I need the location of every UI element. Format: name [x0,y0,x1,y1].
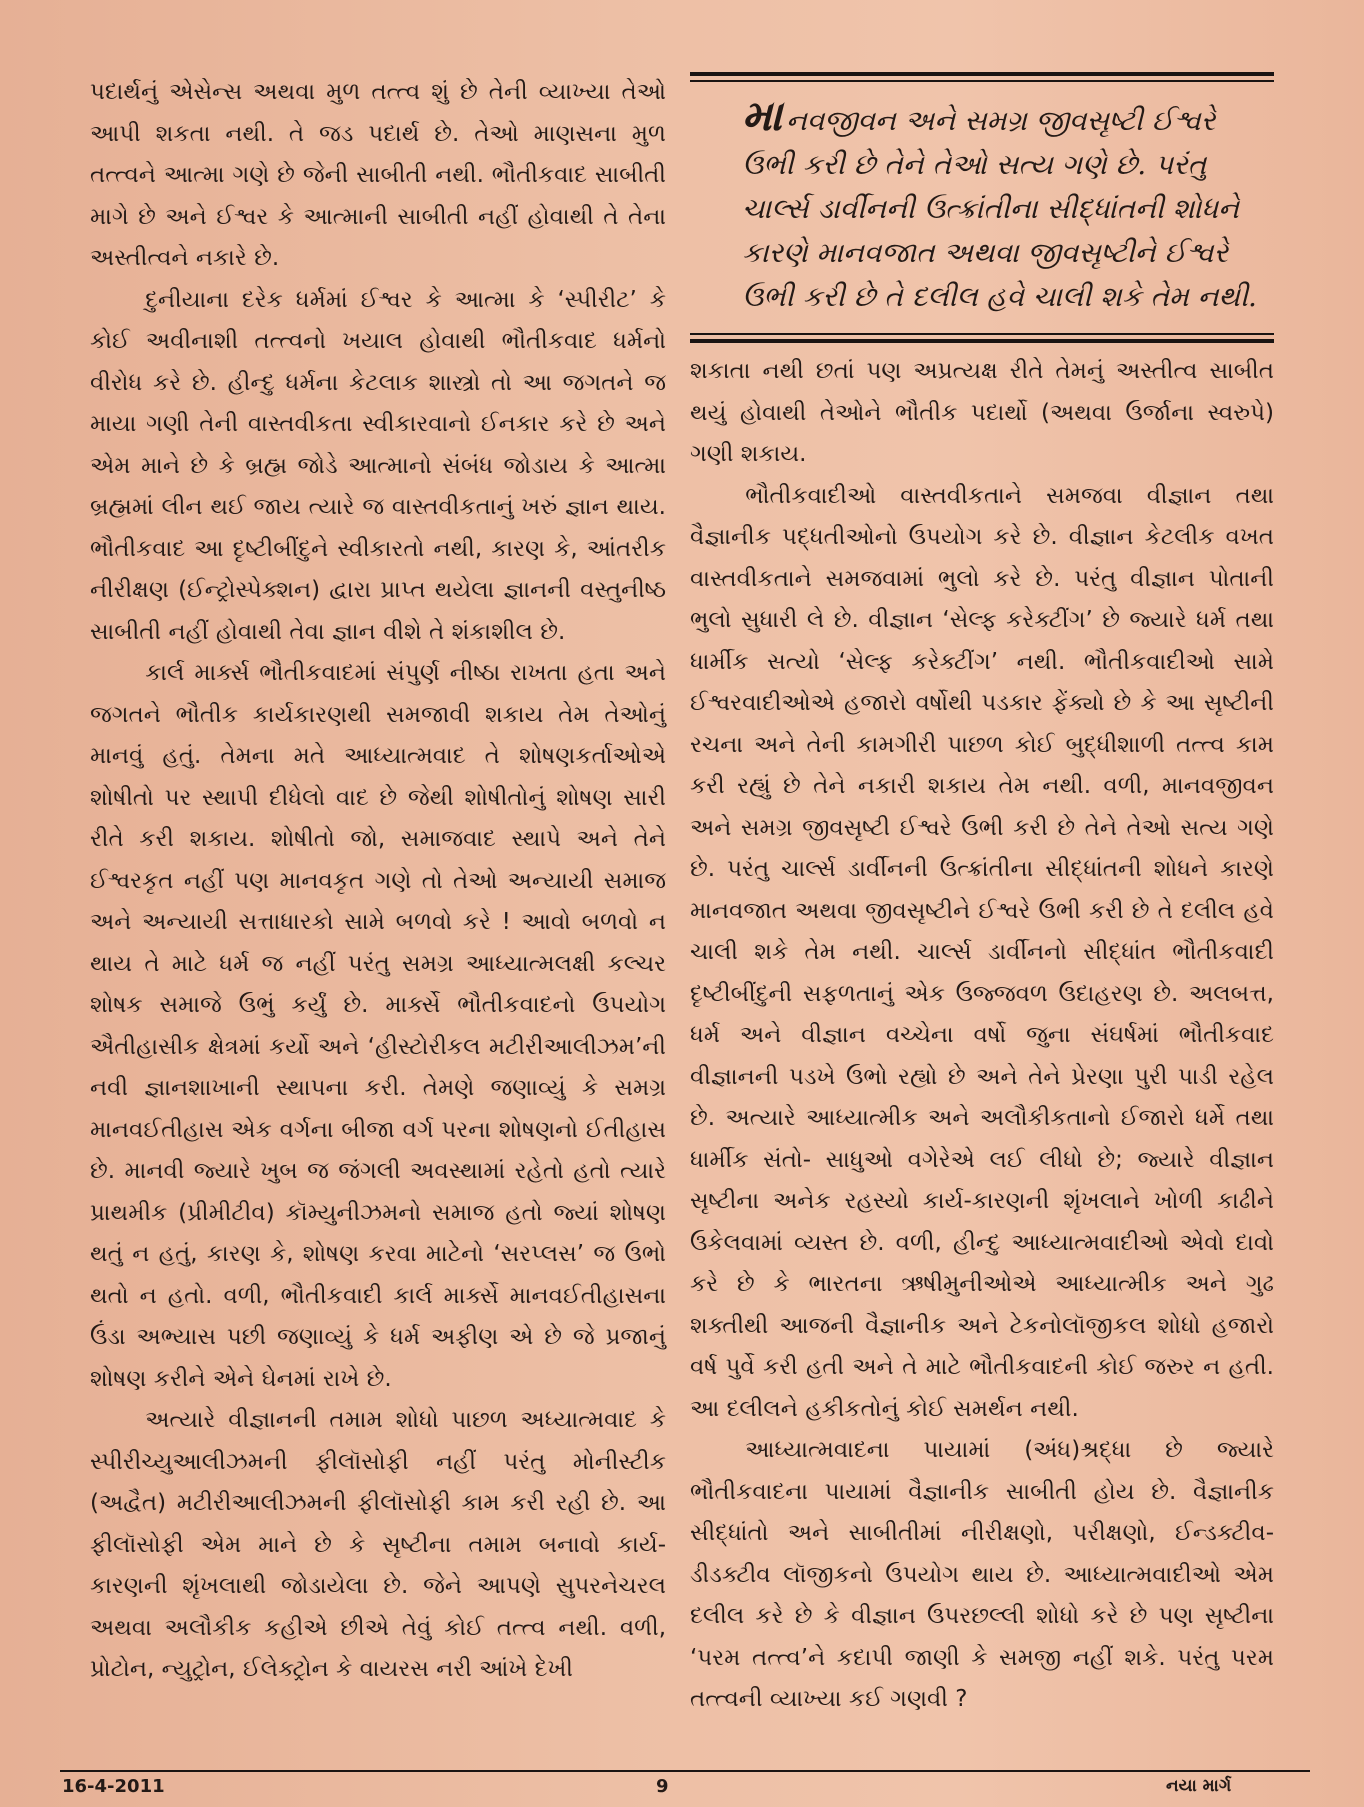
pull-quote-text: નવજીવન અને સમગ્ર જીવસૃષ્ટી ઈશ્વરે ઉભી કરી છે તેને તેઓ સત્ય ગણે છે. પરંતુ ચાર્લ્સ ડાર્વીનની ઉત્ક્રાંતીના સીદ્ધાંતની શોધને કારણે માનવજાત અથવા જીવસૃષ્ટીને ઈશ્વરે ઉભી કરી છે તે દલીલ હવે ચાલી શકે તેમ નથી. [742,104,1257,313]
pull-quote [690,72,1274,343]
right-column [690,72,1274,1721]
pull-quote-drop-letter: મા [742,91,782,140]
page-number: 9 [656,1776,669,1797]
footer-rule [60,1770,1310,1772]
right-paragraph-2: ભૌતીકવાદીઓ વાસ્તવીકતાને સમજવા વીજ્ઞાન તથા વૈજ્ઞાનીક પદ્ધતીઓનો ઉપયોગ કરે છે. વીજ્ઞાન કેટલીક વખત વાસ્તવીકતાને સમજવામાં ભુલો કરે છે. પરંતુ વીજ્ઞાન પોતાની ભુલો સુધારી લે છે. વીજ્ઞાન ‘સેલ્ફ કરેક્ટીંગ’ છે જ્યારે ધર્મ તથા ધાર્મીક સત્યો ‘સેલ્ફ કરેક્ટીંગ’ નથી. ભૌતીકવાદીઓ સામે ઈશ્વરવાદીઓએ હજારો વર્ષોથી પડકાર ફેંક્યો છે કે આ સૃષ્ટીની રચના અને તેની કામગીરી પાછળ કોઈ બુદ્ધીશાળી તત્ત્વ કામ કરી રહ્યું છે તેને નકારી શકાય તેમ નથી. વળી, માનવજીવન અને સમગ્ર જીવસૃષ્ટી ઈશ્વરે ઉભી કરી છે તેને તેઓ સત્ય ગણે છે. પરંતુ ચાર્લ્સ ડાર્વીનની ઉત્ક્રાંતીના સીદ્ધાંતની શોધને કારણે માનવજાત અથવા જીવસૃષ્ટીને ઈશ્વરે ઉભી કરી છે તે દલીલ હવે ચાલી શકે તેમ નથી. ચાર્લ્સ ડાર્વીનનો સીદ્ધાંત ભૌતીકવાદી દૃષ્ટીબીંદુની સફળતાનું એક ઉજ્જવળ ઉદાહરણ છે. અલબત્ત, ધર્મ અને વીજ્ઞાન વચ્ચેના વર્ષો જુના સંઘર્ષમાં ભૌતીકવાદ વીજ્ઞાનની પડખે ઉભો રહ્યો છે અને તેને પ્રેરણા પુરી પાડી રહેલ છે. અત્યારે આધ્યાત્મીક અને અલૌકીકતાનો ઈજારો ધર્મે તથા ધાર્મીક સંતો- સાધુઓ વગેરેએ લઈ લીધો છે; જ્યારે વીજ્ઞાન સૃષ્ટીના અનેક રહસ્યો કાર્ય-કારણની શૃંખલાને ખોળી કાઢીને ઉકેલવામાં વ્યસ્ત છે. વળી, હીન્દુ આધ્યાત્મવાદીઓ એવો દાવો કરે છે કે ભારતના ઋષીમુનીઓએ આધ્યાત્મીક અને ગુઢ શક્તીથી આજની વૈજ્ઞાનીક અને ટેકનોલૉજીકલ શોધો હજારો વર્ષ પુર્વે કરી હતી અને તે માટે ભૌતીકવાદની કોઈ જરુર ન હતી. આ દલીલને હકીકતોનું કોઈ સમર્થન નથી. [690,482,1274,1422]
left-paragraph-2: દુનીયાના દરેક ધર્મમાં ઈશ્વર કે આત્મા કે ‘સ્પીરીટ’ કે કોઈ અવીનાશી તત્ત્વનો ખયાલ હોવાથી ભૌતીકવાદ ધર્મનો વીરોધ કરે છે. હીન્દુ ધર્મના કેટલાક શાસ્ત્રો તો આ જગતને જ માયા ગણી તેની વાસ્તવીકતા સ્વીકારવાનો ઈનકાર કરે છે અને એમ માને છે કે બ્રહ્મ જોડે આત્માનો સંબંધ જોડાય કે આત્મા બ્રહ્મમાં લીન થઈ જાય ત્યારે જ વાસ્તવીકતાનું ખરું જ્ઞાન થાય. ભૌતીકવાદ આ દૃષ્ટીબીંદુને સ્વીકારતો નથી, કારણ કે, આંતરીક નીરીક્ષણ (ઈન્ટ્રોસ્પેક્શન) દ્વારા પ્રાપ્ત થયેલા જ્ઞાનની વસ્તુનીષ્ઠ સાબીતી નહીં હોવાથી તેવા જ્ઞાન વીશે તે શંકાશીલ છે. [90,286,666,645]
pull-quote-bottom-rule-thin [690,333,1274,335]
left-paragraph-4: અત્યારે વીજ્ઞાનની તમામ શોધો પાછળ અધ્યાત્મવાદ કે સ્પીરીચ્યુઆલીઝમની ફીલૉસોફી નહીં પરંતુ મોનીસ્ટીક (અદ્વૈત) મટીરીઆલીઝમની ફીલૉસોફી કામ કરી રહી છે. આ ફીલૉસોફી એમ માને છે કે સૃષ્ટીના તમામ બનાવો કાર્ય-કારણની શૃંખલાથી જોડાયેલા છે. જેને આપણે સુપરનેચરલ અથવા અલૌકીક કહીએ છીએ તેવું કોઈ તત્ત્વ નથી. વળી, પ્રોટોન, ન્યુટ્રોન, ઈલેક્ટ્રોન કે વાયરસ નરી આંખે દેખી [90,1407,666,1682]
pull-quote-top-rule [690,72,1274,76]
footer-date: 16-4-2011 [62,1776,165,1797]
pull-quote-bottom-rule [690,339,1274,343]
left-paragraph-3: કાર્લ માર્ક્સ ભૌતીકવાદમાં સંપુર્ણ નીષ્ઠા રાખતા હતા અને જગતને ભૌતીક કાર્યકારણથી સમજાવી શકાય તેમ તેઓનું માનવું હતું. તેમના મતે આધ્યાત્મવાદ તે શોષણકર્તાઓએ શોષીતો પર સ્થાપી દીધેલો વાદ છે જેથી શોષીતોનું શોષણ સારી રીતે કરી શકાય. શોષીતો જો, સમાજવાદ સ્થાપે અને તેને ઈશ્વરકૃત નહીં પણ માનવકૃત ગણે તો તેઓ અન્યાયી સમાજ અને અન્યાયી સત્તાધારકો સામે બળવો કરે ! આવો બળવો ન થાય તે માટે ધર્મ જ નહીં પરંતુ સમગ્ર આધ્યાત્મલક્ષી કલ્ચર શોષક સમાજે ઉભું કર્યું છે. માર્ક્સે ભૌતીકવાદનો ઉપયોગ ઐતીહાસીક ક્ષેત્રમાં કર્યો અને ‘હીસ્ટોરીકલ મટીરીઆલીઝમ’ની નવી જ્ઞાનશાખાની સ્થાપના કરી. તેમણે જણાવ્યું કે સમગ્ર માનવઈતીહાસ એક વર્ગના બીજા વર્ગ પરના શોષણનો ઈતીહાસ છે. માનવી જ્યારે ખુબ જ જંગલી અવસ્થામાં રહેતો હતો ત્યારે પ્રાથમીક (પ્રીમીટીવ) કૉમ્યુનીઝમનો સમાજ હતો જ્યાં શોષણ થતું ન હતું, કારણ કે, શોષણ કરવા માટેનો ‘સરપ્લસ’ જ ઉભો થતો ન હતો. વળી, ભૌતીકવાદી કાર્લ માર્ક્સે માનવઈતીહાસના ઉંડા અભ્યાસ પછી જણાવ્યું કે ધર્મ અફીણ એ છે જે પ્રજાનું શોષણ કરીને એને ઘેનમાં રાખે છે. [90,660,666,1392]
magazine-name: નયા માર્ગ [1166,1776,1232,1796]
right-paragraph-1: શકાતા નથી છતાં પણ અપ્રત્યક્ષ રીતે તેમનું અસ્તીત્વ સાબીત થયું હોવાથી તેઓને ભૌતીક પદાર્થો (અથવા ઉર્જાના સ્વરુપે) ગણી શકાય. [690,358,1274,467]
pull-quote-text-block [690,82,1274,329]
left-column [90,72,666,1691]
left-paragraph-1: પદાર્થનું એસેન્સ અથવા મુળ તત્ત્વ શું છે તેની વ્યાખ્યા તેઓ આપી શકતા નથી. તે જડ પદાર્થ છે. તેઓ માણસના મુળ તત્ત્વને આત્મા ગણે છે જેની સાબીતી નથી. ભૌતીકવાદ સાબીતી માગે છે અને ઈશ્વર કે આત્માની સાબીતી નહીં હોવાથી તે તેના અસ્તીત્વને નકારે છે. [90,79,666,271]
right-paragraph-3: આધ્યાત્મવાદના પાયામાં (અંધ)શ્રદ્ધા છે જ્યારે ભૌતીકવાદના પાયામાં વૈજ્ઞાનીક સાબીતી હોય છે. વૈજ્ઞાનીક સીદ્ધાંતો અને સાબીતીમાં નીરીક્ષણો, પરીક્ષણો, ઈન્ડક્ટીવ-ડીડક્ટીવ લૉજીકનો ઉપયોગ થાય છે. આધ્યાત્મવાદીઓ એમ દલીલ કરે છે કે વીજ્ઞાન ઉપરછલ્લી શોધો કરે છે પણ સૃષ્ટીના ‘પરમ તત્ત્વ’ને કદાપી જાણી કે સમજી નહીં શકે. પરંતુ પરમ તત્ત્વની વ્યાખ્યા કઈ ગણવી ? [690,1437,1274,1712]
